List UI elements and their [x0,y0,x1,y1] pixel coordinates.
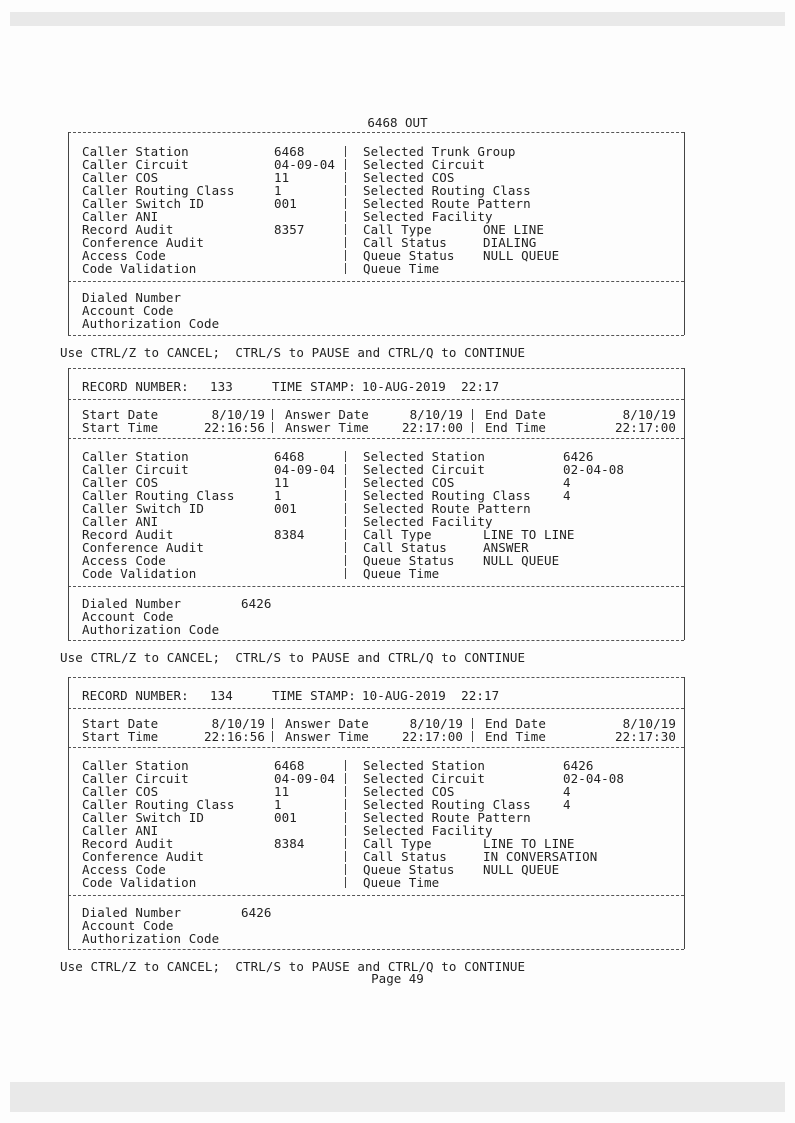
start-date-label: Start Date [82,407,159,422]
selected-field-value: 02-04-08 [563,462,625,477]
selected-field-label: Selected Station [363,758,486,773]
left-border [68,677,69,949]
column-separator [345,146,346,157]
dashed-rule [68,438,684,439]
selected-field-value: 4 [563,475,571,490]
caller-field-value: 6468 [274,449,305,464]
column-separator [345,185,346,196]
caller-field-label: Caller COS [82,784,159,799]
caller-field-value: 11 [274,784,290,799]
column-separator [472,718,473,729]
end-time-label: End Time [485,729,547,744]
selected-field-label: Selected Route Pattern [363,810,531,825]
start-date: 8/10/19 [211,407,265,422]
caller-field-label: Caller COS [82,170,159,185]
end-time: 22:17:00 [614,420,676,435]
selected-field-label: Call Status [363,540,447,555]
column-separator [345,198,346,209]
dashed-rule [68,399,684,400]
selected-field-label: Selected Routing Class [363,488,531,503]
call-field-value: DIALING [483,235,537,250]
caller-field-value: 001 [274,810,297,825]
right-border [684,132,685,335]
time-stamp-label: TIME STAMP: [272,379,356,394]
column-separator [345,172,346,183]
call-field-value: NULL QUEUE [483,862,560,877]
caller-field-label: Caller Circuit [82,462,189,477]
caller-field-value: 8357 [274,222,305,237]
selected-field-label: Queue Status [363,862,455,877]
selected-field-label: Call Status [363,235,447,250]
caller-field-value: 6468 [274,144,305,159]
selected-field-label: Selected Routing Class [363,183,531,198]
caller-field-value: 04-09-04 [274,157,336,172]
column-separator [345,159,346,170]
selected-field-label: Selected Route Pattern [363,196,531,211]
end-time: 22:17:30 [614,729,676,744]
column-separator [345,490,346,501]
call-field-value: ANSWER [483,540,529,555]
column-separator [345,250,346,261]
caller-field-label: Caller Switch ID [82,501,205,516]
dialed-field-label: Account Code [82,303,174,318]
caller-field-label: Record Audit [82,836,174,851]
column-separator [345,851,346,862]
column-separator [472,731,473,742]
caller-field-value: 04-09-04 [274,462,336,477]
caller-field-label: Caller ANI [82,514,159,529]
caller-field-label: Code Validation [82,566,197,581]
answer-date-label: Answer Date [285,407,369,422]
caller-field-label: Conference Audit [82,849,205,864]
caller-field-label: Caller COS [82,475,159,490]
selected-field-value: 02-04-08 [563,771,625,786]
column-separator [345,451,346,462]
dialed-field-label: Authorization Code [82,931,220,946]
caller-field-label: Caller Circuit [82,157,189,172]
caller-field-value: 1 [274,797,282,812]
selected-field-label: Queue Status [363,248,455,263]
answer-time-label: Answer Time [285,729,369,744]
column-separator [272,409,273,420]
dashed-rule [68,335,684,336]
dashed-rule [68,708,684,709]
selected-field-value: 6426 [563,758,594,773]
column-separator [345,838,346,849]
selected-field-label: Queue Time [363,566,440,581]
caller-field-value: 1 [274,183,282,198]
start-time-label: Start Time [82,729,159,744]
selected-field-label: Call Type [363,222,432,237]
start-time: 22:16:56 [203,729,265,744]
call-field-value: NULL QUEUE [483,553,560,568]
column-separator [345,555,346,566]
call-field-value: IN CONVERSATION [483,849,598,864]
selected-field-value: 4 [563,797,571,812]
caller-field-label: Code Validation [82,875,197,890]
selected-field-label: Selected Facility [363,209,493,224]
end-date-label: End Date [485,407,547,422]
call-field-value: LINE TO LINE [483,836,575,851]
left-border [68,132,69,335]
left-border [68,368,69,640]
column-separator [345,877,346,888]
column-separator [472,409,473,420]
dialed-field-label: Dialed Number [82,290,182,305]
dialed-field-label: Dialed Number [82,596,182,611]
record-number-label: RECORD NUMBER: [82,688,189,703]
dialed-field-value: 6426 [241,905,272,920]
caller-field-value: 11 [274,170,290,185]
column-separator [345,477,346,488]
caller-field-label: Caller Switch ID [82,196,205,211]
dashed-rule [68,949,684,950]
dialed-field-label: Account Code [82,609,174,624]
dialed-field-label: Authorization Code [82,316,220,331]
selected-field-label: Selected COS [363,784,455,799]
column-separator [345,237,346,248]
end-date-label: End Date [485,716,547,731]
selected-field-label: Call Status [363,849,447,864]
selected-field-label: Selected Facility [363,514,493,529]
selected-field-label: Queue Time [363,875,440,890]
column-separator [345,864,346,875]
caller-field-label: Caller Routing Class [82,183,235,198]
caller-field-label: Conference Audit [82,235,205,250]
right-border [684,677,685,949]
selected-field-value: 6426 [563,449,594,464]
column-separator [272,731,273,742]
caller-field-value: 6468 [274,758,305,773]
dashed-rule [68,747,684,748]
caller-field-label: Code Validation [82,261,197,276]
column-separator [345,812,346,823]
column-separator [345,760,346,771]
answer-date-label: Answer Date [285,716,369,731]
column-separator [345,786,346,797]
scan-top-band [10,12,785,26]
caller-field-label: Caller Routing Class [82,488,235,503]
selected-field-label: Selected Station [363,449,486,464]
call-field-value: ONE LINE [483,222,545,237]
column-separator [345,263,346,274]
column-separator [345,503,346,514]
dashed-rule [68,132,684,133]
column-separator [345,773,346,784]
caller-field-label: Access Code [82,248,166,263]
record-number: 134 [210,688,233,703]
selected-field-label: Queue Time [363,261,440,276]
caller-field-value: 11 [274,475,290,490]
dialed-field-value: 6426 [241,596,272,611]
dashed-rule [68,895,684,896]
caller-field-value: 1 [274,488,282,503]
column-separator [345,825,346,836]
selected-field-label: Selected Circuit [363,157,486,172]
start-time-label: Start Time [82,420,159,435]
dashed-rule [68,586,684,587]
caller-field-label: Record Audit [82,527,174,542]
column-separator [345,529,346,540]
caller-field-label: Access Code [82,862,166,877]
answer-time-label: Answer Time [285,420,369,435]
end-date: 8/10/19 [622,407,676,422]
answer-date: 8/10/19 [409,407,463,422]
selected-field-label: Selected COS [363,170,455,185]
record-number-label: RECORD NUMBER: [82,379,189,394]
caller-field-label: Caller Station [82,758,189,773]
dashed-rule [68,640,684,641]
selected-field-label: Selected COS [363,475,455,490]
selected-field-value: 4 [563,784,571,799]
end-time-label: End Time [485,420,547,435]
continue-prompt: Use CTRL/Z to CANCEL; CTRL/S to PAUSE and CTRL/Q to CONTINUE [60,650,526,665]
caller-field-label: Caller ANI [82,209,159,224]
caller-field-label: Caller Station [82,449,189,464]
column-separator [345,211,346,222]
column-separator [472,422,473,433]
selected-field-label: Call Type [363,836,432,851]
selected-field-label: Selected Trunk Group [363,144,516,159]
column-separator [345,464,346,475]
selected-field-label: Selected Circuit [363,771,486,786]
start-date: 8/10/19 [211,716,265,731]
column-separator [272,422,273,433]
column-separator [345,516,346,527]
selected-field-value: 4 [563,488,571,503]
caller-field-label: Access Code [82,553,166,568]
caller-field-label: Caller ANI [82,823,159,838]
end-date: 8/10/19 [622,716,676,731]
continue-prompt: Use CTRL/Z to CANCEL; CTRL/S to PAUSE and CTRL/Q to CONTINUE [60,959,526,974]
dialed-field-label: Authorization Code [82,622,220,637]
call-field-value: NULL QUEUE [483,248,560,263]
record-number: 133 [210,379,233,394]
time-stamp-label: TIME STAMP: [272,688,356,703]
start-date-label: Start Date [82,716,159,731]
dashed-rule [68,281,684,282]
column-separator [345,799,346,810]
caller-field-label: Caller Routing Class [82,797,235,812]
caller-field-label: Caller Switch ID [82,810,205,825]
report-title: 6468 OUT [367,115,428,130]
caller-field-value: 04-09-04 [274,771,336,786]
caller-field-label: Conference Audit [82,540,205,555]
caller-field-label: Caller Circuit [82,771,189,786]
answer-date: 8/10/19 [409,716,463,731]
dashed-rule [68,677,684,678]
caller-field-value: 001 [274,196,297,211]
call-field-value: LINE TO LINE [483,527,575,542]
page-number: Page 49 [371,971,424,986]
dialed-field-label: Dialed Number [82,905,182,920]
selected-field-label: Selected Circuit [363,462,486,477]
caller-field-value: 8384 [274,836,305,851]
answer-time: 22:17:00 [401,420,463,435]
selected-field-label: Selected Routing Class [363,797,531,812]
selected-field-label: Queue Status [363,553,455,568]
time-stamp: 10-AUG-2019 22:17 [362,379,500,394]
column-separator [345,224,346,235]
column-separator [345,568,346,579]
scan-bottom-band [10,1082,785,1112]
caller-field-label: Caller Station [82,144,189,159]
selected-field-label: Selected Facility [363,823,493,838]
selected-field-label: Selected Route Pattern [363,501,531,516]
caller-field-value: 8384 [274,527,305,542]
start-time: 22:16:56 [203,420,265,435]
caller-field-label: Record Audit [82,222,174,237]
continue-prompt: Use CTRL/Z to CANCEL; CTRL/S to PAUSE and CTRL/Q to CONTINUE [60,345,526,360]
dashed-rule [68,368,684,369]
caller-field-value: 001 [274,501,297,516]
column-separator [345,542,346,553]
selected-field-label: Call Type [363,527,432,542]
time-stamp: 10-AUG-2019 22:17 [362,688,500,703]
column-separator [272,718,273,729]
answer-time: 22:17:00 [401,729,463,744]
dialed-field-label: Account Code [82,918,174,933]
right-border [684,368,685,640]
